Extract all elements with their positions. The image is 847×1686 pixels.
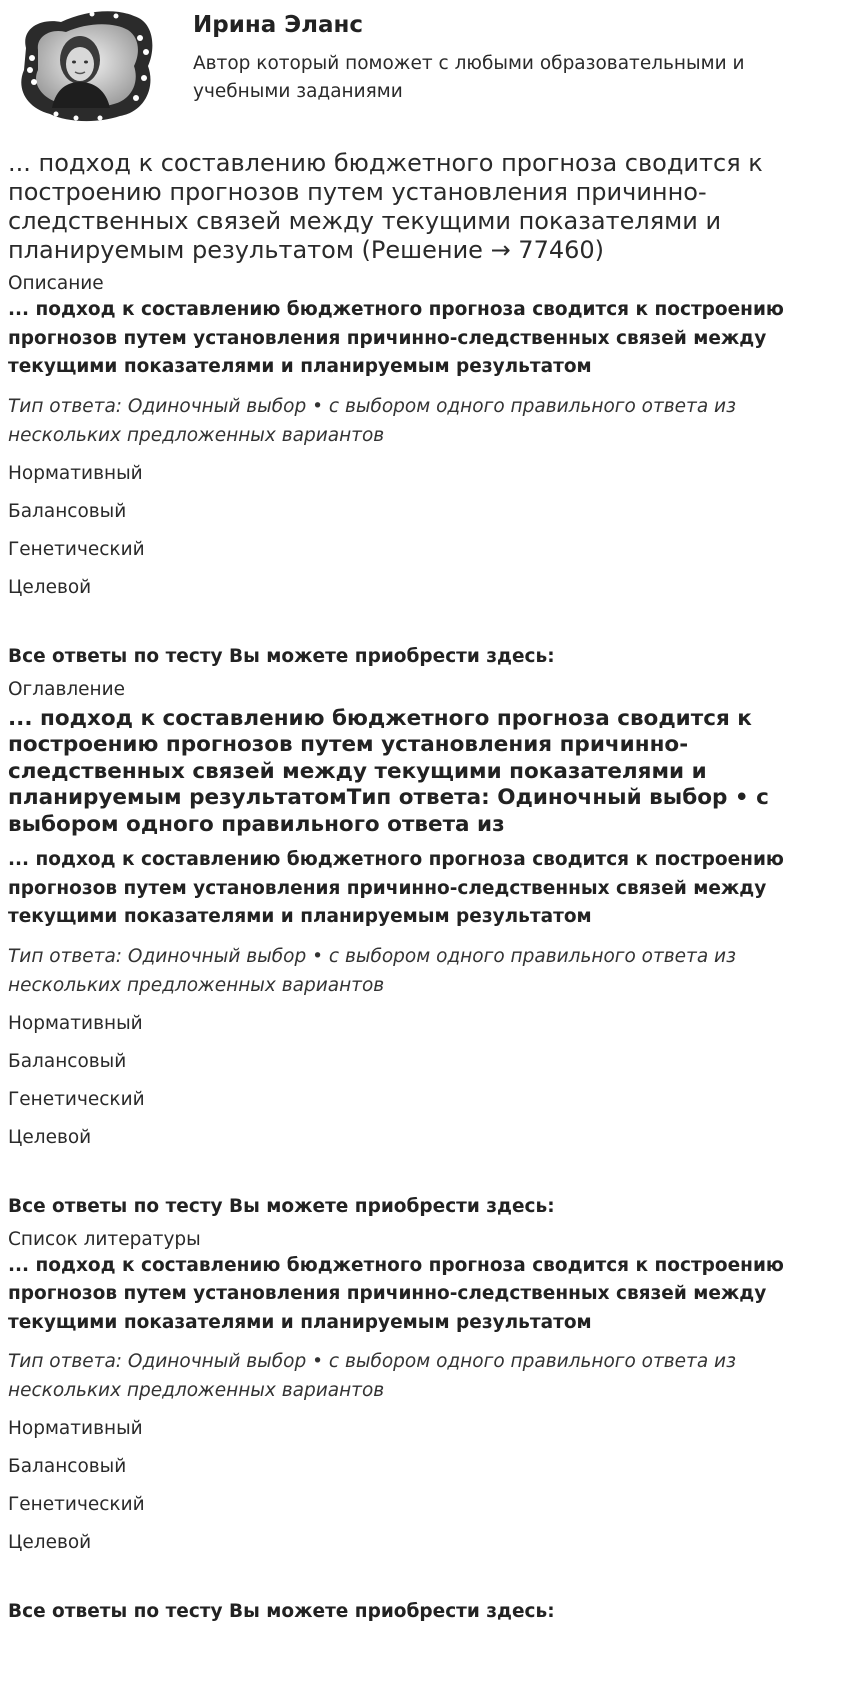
option-item: Целевой — [8, 576, 92, 598]
answer-type: Тип ответа: Одиночный выбор • с выбором одного правильного ответа из нескольких предложенных вариантов — [8, 1351, 736, 1401]
question-text: ... подход к составлению бюджетного прогноза сводится к построению прогнозов путем установления причинно-следственных связей между текущими показателями и планируемым результатом — [8, 1254, 784, 1333]
section-references — [8, 1229, 839, 1623]
option-item: Нормативный — [8, 462, 143, 484]
section-description — [8, 273, 839, 667]
option-item: Нормативный — [8, 1418, 143, 1439]
option-item: Целевой — [8, 1532, 92, 1553]
author-name[interactable]: Ирина Эланс — [193, 12, 364, 38]
question-text: ... подход к составлению бюджетного прогноза сводится к построению прогнозов путем установления причинно-следственных связей между текущими показателями и планируемым результатом — [8, 849, 784, 927]
option-item: Целевой — [8, 1126, 92, 1148]
option-item: Балансовый — [8, 1050, 127, 1072]
section-toc — [8, 679, 839, 1217]
section-label: Оглавление — [8, 678, 126, 700]
question-text: ... подход к составлению бюджетного прогноза сводится к построению прогнозов путем установления причинно-следственных связей между текущими показателями и планируемым результатом — [8, 299, 784, 377]
section-label: Список литературы — [8, 1228, 201, 1250]
author-description: Автор который поможет с любыми образовательными и учебными заданиями — [193, 53, 745, 102]
answer-type: Тип ответа: Одиночный выбор • с выбором одного правильного ответа из нескольких предложенных вариантов — [8, 395, 736, 446]
author-avatar — [16, 8, 156, 124]
option-item: Генетический — [8, 1088, 145, 1110]
toc-title: ... подход к составлению бюджетного прогноза сводится к построению прогнозов путем установления причинно-следственных связей между текущими показателями и планируемым результатомТип ответа: Одиночный выбор • с выбором одного правильного ответа из — [8, 705, 769, 837]
buy-answers-text: Все ответы по тесту Вы можете приобрести здесь: — [8, 1601, 555, 1622]
author-card — [8, 0, 839, 130]
option-item: Балансовый — [8, 1456, 127, 1477]
answer-type: Тип ответа: Одиночный выбор • с выбором одного правильного ответа из нескольких предложенных вариантов — [8, 945, 736, 996]
page-title: ... подход к составлению бюджетного прогноза сводится к построению прогнозов путем установления причинно-следственных связей между текущими показателями и планируемым результатом (Решение → 77460) — [8, 149, 763, 264]
option-item: Нормативный — [8, 1012, 143, 1034]
section-label: Описание — [8, 273, 104, 294]
option-item: Генетический — [8, 538, 145, 560]
option-item: Генетический — [8, 1494, 145, 1515]
buy-answers-text: Все ответы по тесту Вы можете приобрести здесь: — [8, 645, 555, 667]
option-item: Балансовый — [8, 500, 127, 522]
buy-answers-text: Все ответы по тесту Вы можете приобрести здесь: — [8, 1195, 555, 1217]
